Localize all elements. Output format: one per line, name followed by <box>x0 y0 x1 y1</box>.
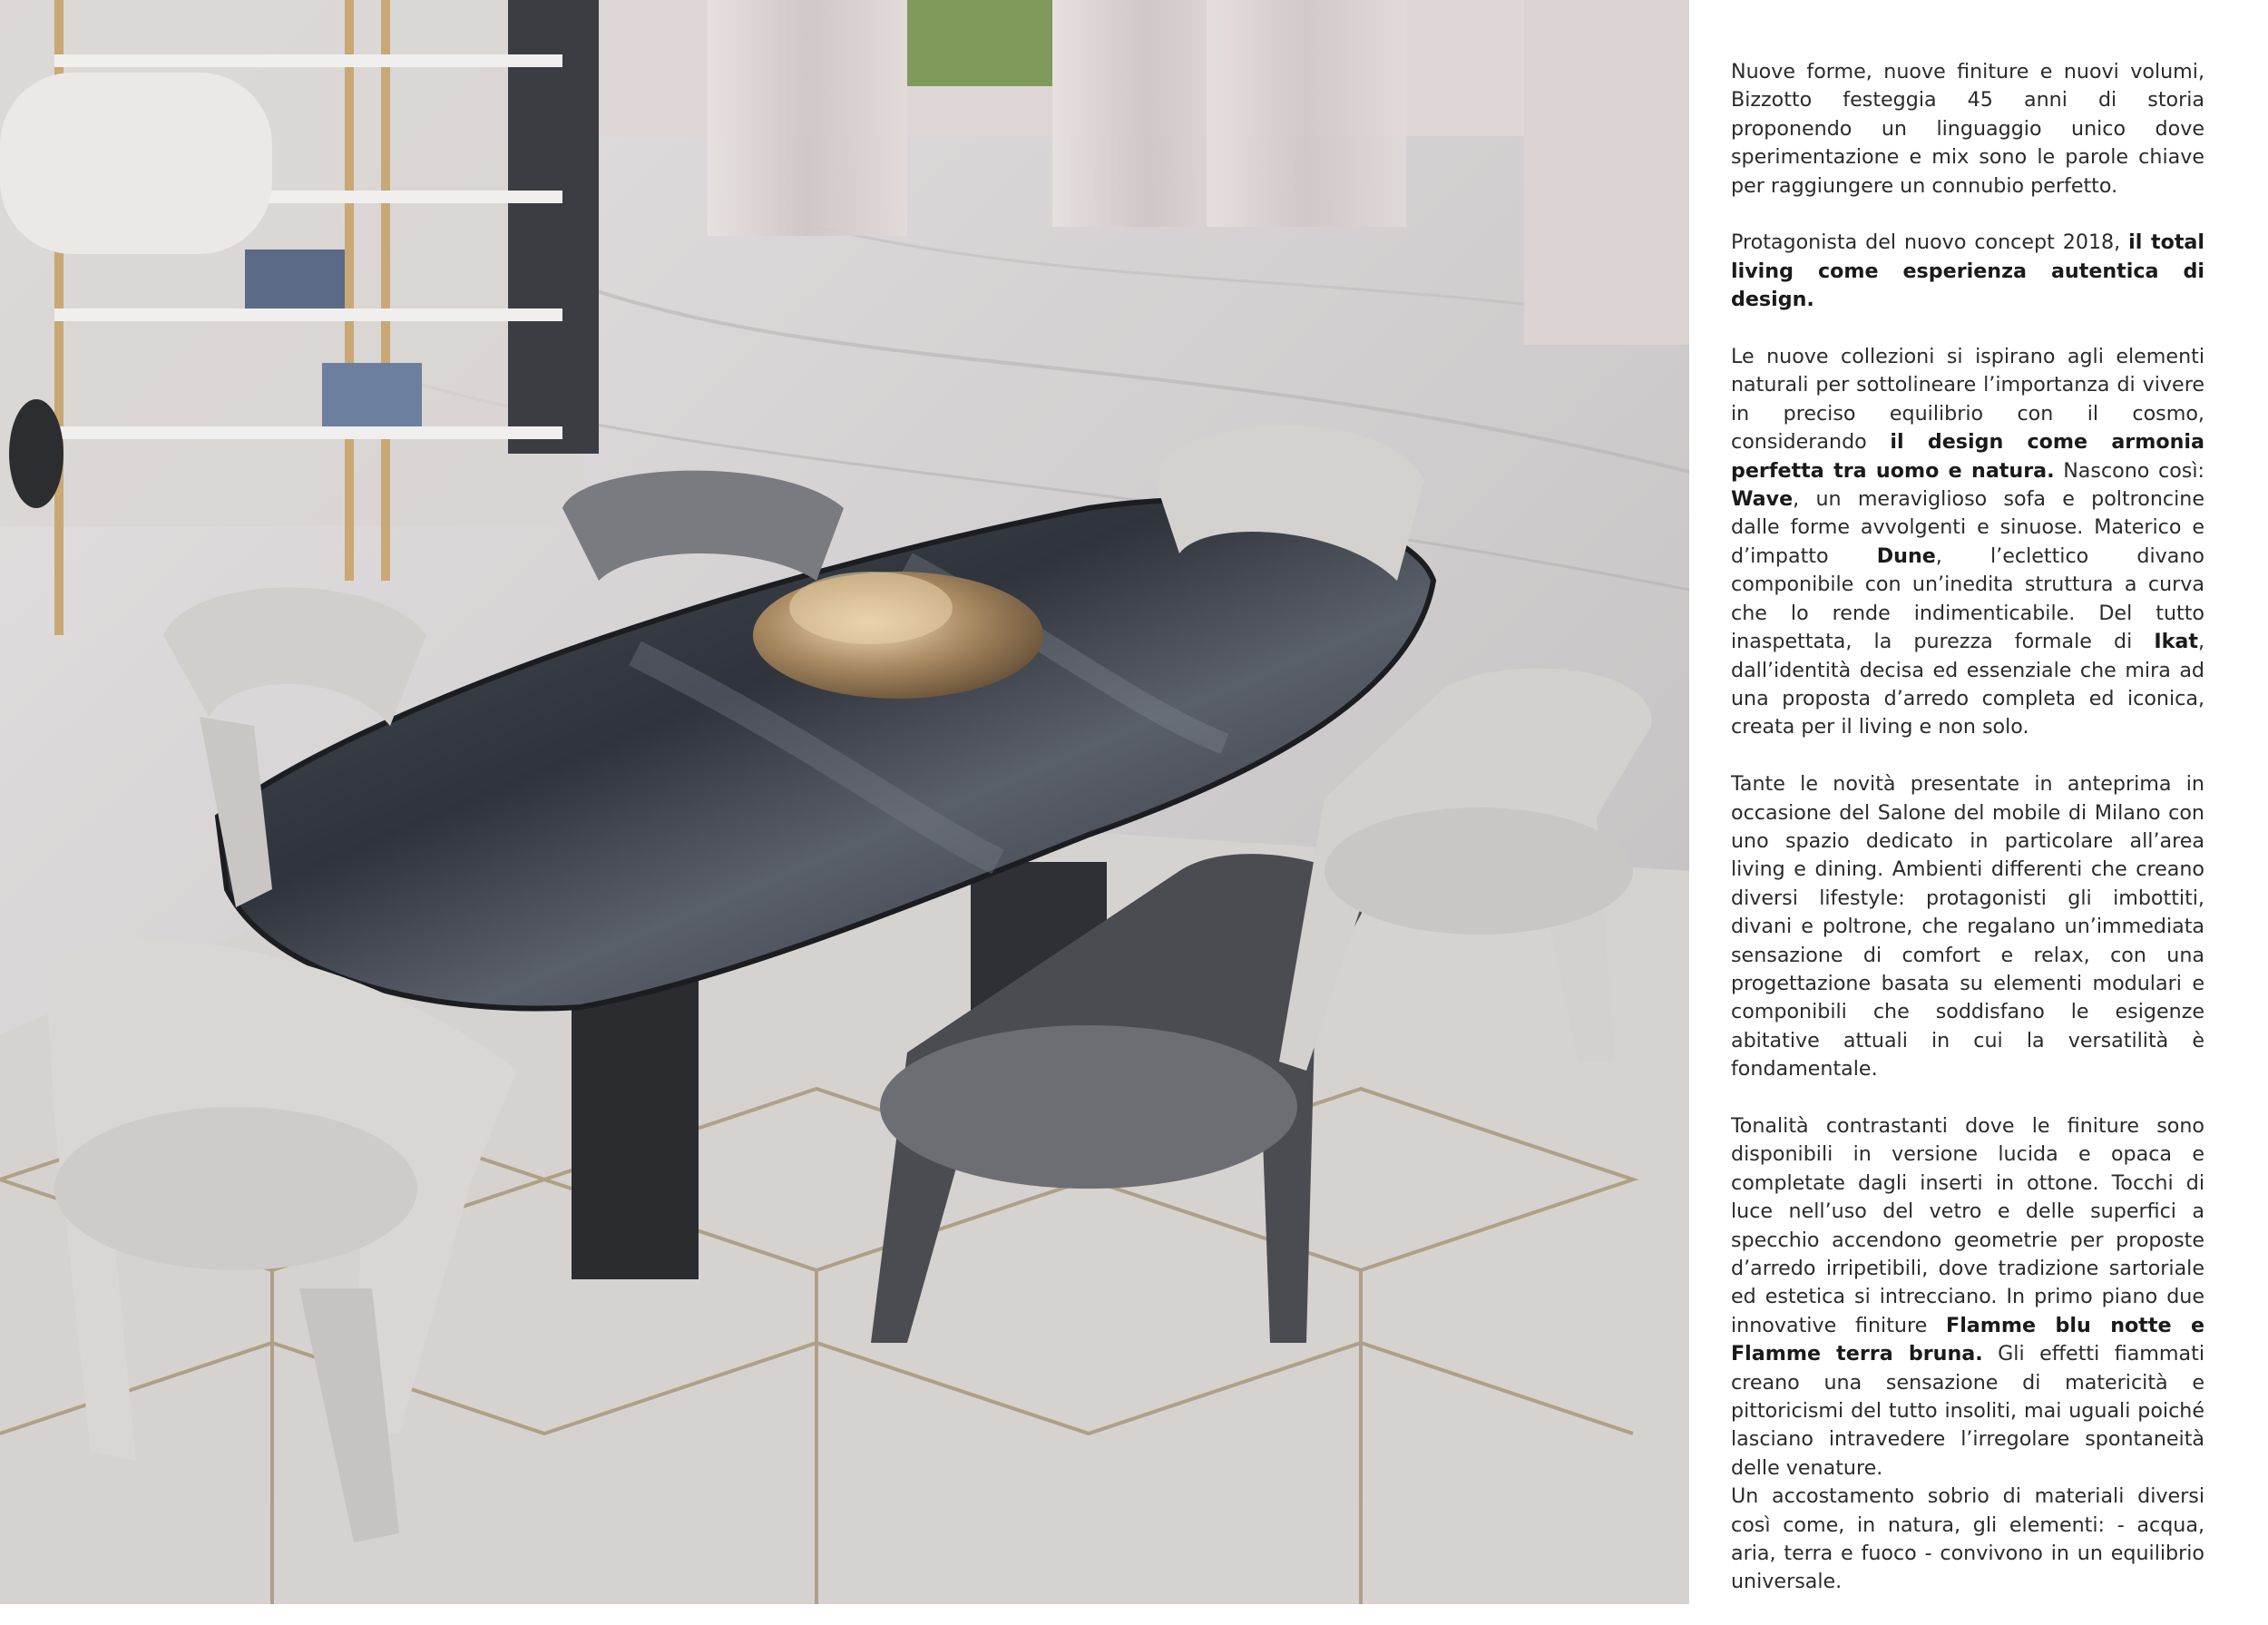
collections-text-2: Nascono così: <box>2054 458 2204 483</box>
concept-highlight: il total living come esperienza autentica di design. <box>1731 230 2204 312</box>
paragraph-collections <box>1731 343 2204 742</box>
finishes-text-2: Gli effetti fiammati creano una sensazione di matericità e pittoricismi del tutto insoliti, mai uguali poiché lasciano intravedere l’irregolare spontaneità delle venature. <box>1731 1342 2204 1480</box>
finishes-text-1: Tonalità contrastanti dove le finiture sono disponibili in versione lucida e opaca e completate dagli inserti in ottone. Tocchi di luce nell’uso del vetro e delle superfici a specchio accendono geometrie per proposte d’arredo irripetibili, dove tradizione sartoriale ed estetica si intrecciano. In primo piano due innovative finiture <box>1731 1113 2204 1337</box>
finishes-highlight: Flamme blu notte e Flamme terra bruna. <box>1731 1313 2205 1366</box>
collections-text-1: Le nuove collezioni si ispirano agli elementi naturali per sottolineare l’importanza di vivere in preciso equilibrio con il cosmo, considerando <box>1731 345 2204 455</box>
paragraph-elements: Un accostamento sobrio di materiali diversi così come, in natura, gli elementi: - acqua, aria, terra e fuoco - convivono in un equilibrio universale. <box>1731 1484 2204 1594</box>
collection-dune: Dune <box>1876 543 1936 568</box>
paragraph-concept <box>1731 229 2204 314</box>
collection-ikat: Ikat <box>2154 630 2198 654</box>
concept-text: Protagonista del nuovo concept 2018, <box>1731 230 2129 255</box>
paragraph-intro: Nuove forme, nuove finiture e nuovi volumi, Bizzotto festeggia 45 anni di storia proponendo un linguaggio unico dove sperimentazione e mix sono le parole chiave per raggiungere un connubio perfetto. <box>1731 60 2204 198</box>
collections-text-3: , un meraviglioso sofa e poltroncine dalle forme avvolgenti e sinuose. Materico e d’impatto <box>1731 487 2204 568</box>
article-text <box>1731 58 2204 1625</box>
paragraph-salone: Tante le novità presentate in anteprima in occasione del Salone del mobile di Milano con uno spazio dedicato in particolare all’area living e dining. Ambienti differenti che creano diversi lifestyle: protagonisti gli imbottiti, divani e poltrone, che regalano un’immediata sensazione di comfort e relax, con una progettazione basata su elementi modulari e componibili che soddisfano le esigenze abitative attuali in cui la versatilità è fondamentale. <box>1731 772 2204 1082</box>
paragraph-finishes <box>1731 1112 2204 1483</box>
collection-wave: Wave <box>1731 487 1794 512</box>
collections-text-5: , dall’identità decisa ed essenziale che mira ad una proposta d’arredo completa ed iconica, creata per il living e non solo. <box>1731 630 2204 739</box>
collections-text-4: , l’eclettico divano componibile con un’inedita struttura a curva che lo rende indimenticabile. Del tutto inaspettata, la purezza formale di <box>1731 543 2204 654</box>
collections-highlight: il design come armonia perfetta tra uomo e natura. <box>1731 430 2204 483</box>
